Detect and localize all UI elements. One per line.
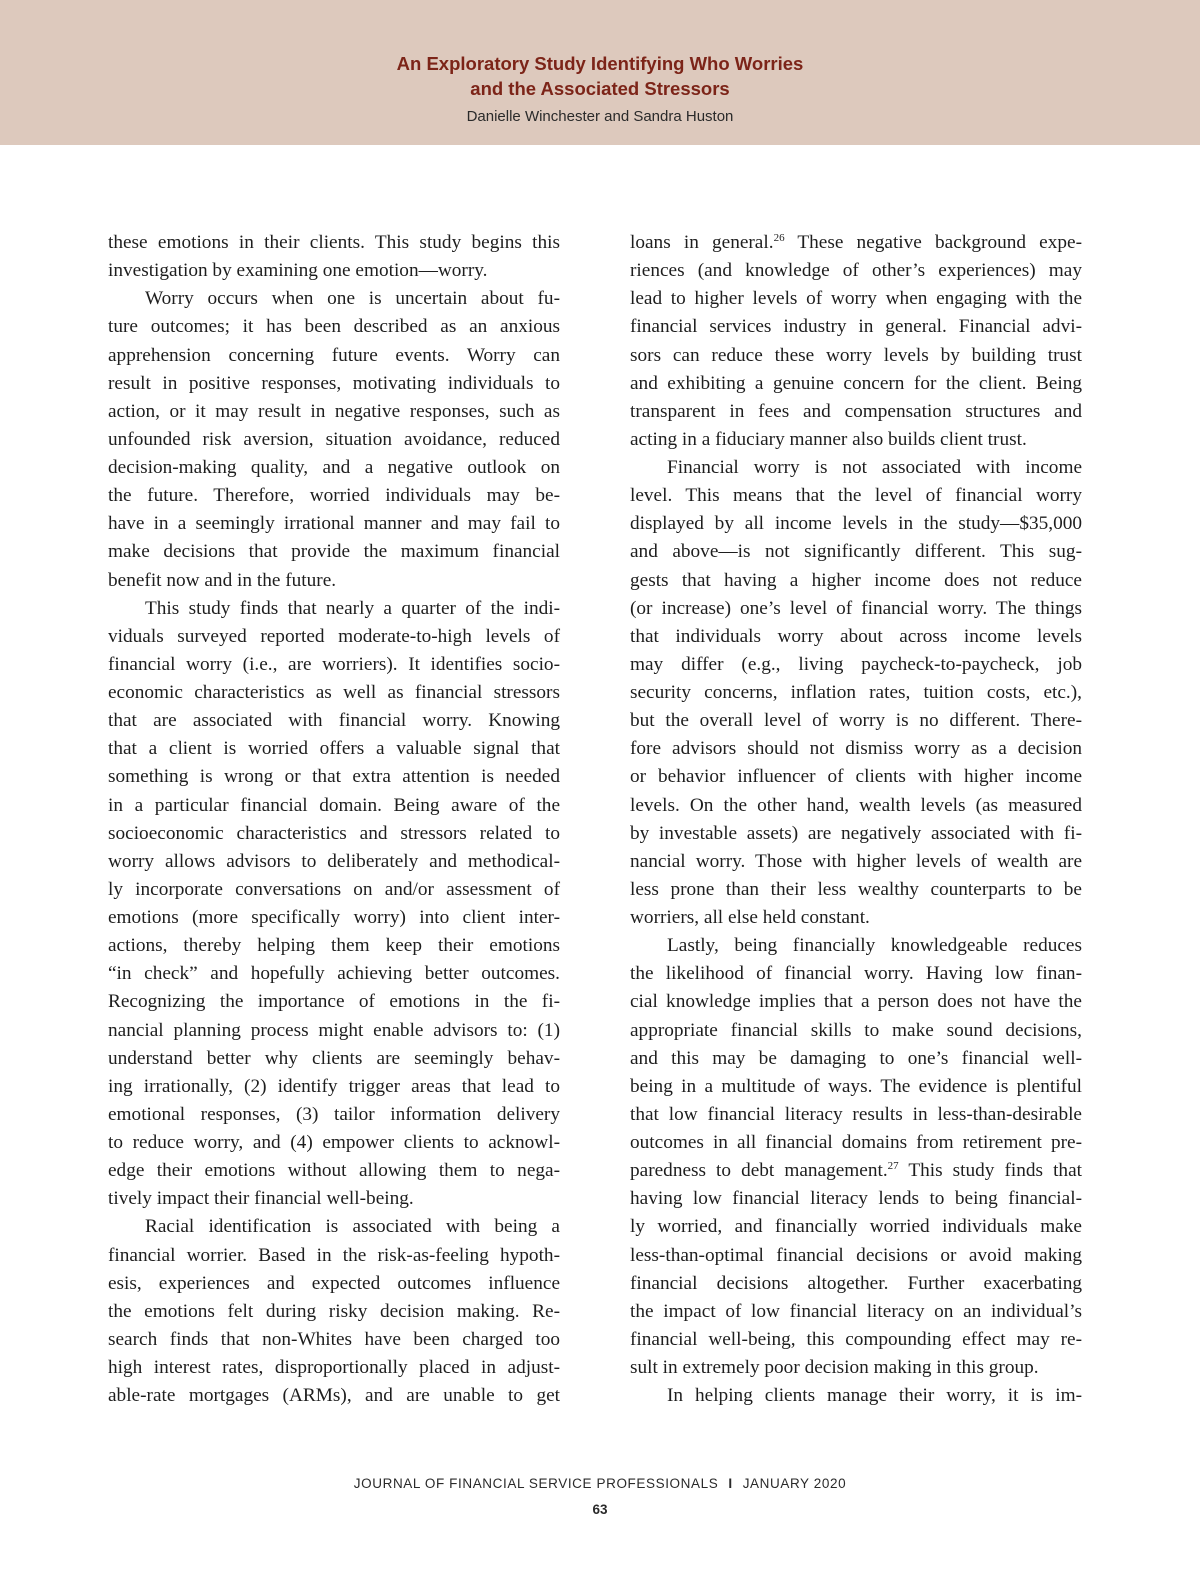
text-line: to reduce worry, and (4) empower clients to acknowl- (108, 1132, 560, 1153)
text-line: the emotions felt during risky decision making. Re- (108, 1300, 560, 1322)
text-line: appropriate financial skills to make sound decisions, (630, 1019, 1082, 1041)
text-line: that are associated with financial worry. Knowing (108, 710, 560, 732)
text-line: Recognizing the importance of emotions in the fi- (108, 991, 560, 1013)
text-line: security concerns, inflation rates, tuition costs, etc.), (630, 682, 1082, 703)
text-line: able-rate mortgages (ARMs), and are unable to get (108, 1385, 560, 1407)
footnote-reference: 27 (887, 1160, 899, 1173)
text-line: in a particular financial domain. Being aware of the (108, 794, 560, 816)
running-header-band (0, 0, 1200, 145)
text-line: decision-making quality, and a negative outlook on (108, 457, 560, 478)
text-line: displayed by all income levels in the study—$35,000 (630, 513, 1082, 535)
text-line: economic characteristics as well as financial stressors (108, 682, 560, 703)
text-line: worriers, all else held constant. (630, 907, 870, 928)
paragraph-start-line: This study finds that nearly a quarter of the indi- (145, 597, 560, 619)
text-line: nancial planning process might enable advisors to: (1) (108, 1019, 560, 1041)
text-fragment: paredness to debt management. (630, 1160, 888, 1182)
text-line: worry allows advisors to deliberately and methodical- (108, 850, 560, 872)
text-line: or behavior influencer of clients with higher income (630, 766, 1082, 788)
paragraph-start-line: Lastly, being financially knowledgeable reduces (667, 935, 1082, 957)
text-line: apprehension concerning future events. Worry can (108, 344, 560, 366)
text-line: financial services industry in general. Financial advi- (630, 316, 1082, 338)
text-line: riences (and knowledge of other’s experiences) may (630, 260, 1082, 282)
right-text-column (630, 229, 1082, 1410)
text-line: something is wrong or that extra attention is needed (108, 766, 560, 788)
text-fragment: loans in general. (630, 232, 774, 253)
text-line: understand better why clients are seemingly behav- (108, 1047, 560, 1069)
text-line: these emotions in their clients. This study begins this (108, 232, 560, 253)
left-text-column (108, 229, 560, 1410)
text-line: that a client is worried offers a valuable signal that (108, 738, 560, 760)
article-title-line-2: and the Associated Stressors (470, 78, 730, 99)
text-line (630, 229, 1082, 257)
text-line: gests that having a higher income does not reduce (630, 569, 1082, 591)
text-line: emotional responses, (3) tailor information delivery (108, 1103, 560, 1125)
text-line: sult in extremely poor decision making in this group. (630, 1357, 1039, 1378)
text-line: tively impact their financial well-being. (108, 1188, 414, 1210)
text-line: less-than-optimal financial decisions or avoid making (630, 1244, 1082, 1266)
text-line: ture outcomes; it has been described as an anxious (108, 316, 560, 338)
text-line: that individuals worry about across income levels (630, 625, 1082, 647)
text-line: that low financial literacy results in less-than-desirable (630, 1103, 1082, 1125)
footer-separator: I (728, 1476, 733, 1491)
text-line: have in a seemingly irrational manner and may fail to (108, 513, 560, 535)
text-line: being in a multitude of ways. The evidence is plentiful (630, 1075, 1082, 1097)
text-line: lead to higher levels of worry when engaging with the (630, 288, 1082, 310)
text-line: level. This means that the level of financial worry (630, 485, 1082, 507)
text-line: action, or it may result in negative responses, such as (108, 400, 560, 422)
text-line: investigation by examining one emotion—worry. (108, 260, 488, 282)
text-line: make decisions that provide the maximum financial (108, 541, 560, 563)
issue-date: JANUARY 2020 (742, 1476, 847, 1491)
footnote-reference: 26 (773, 232, 785, 244)
text-line: search finds that non-Whites have been charged too (108, 1328, 560, 1350)
text-line: fore advisors should not dismiss worry as a decision (630, 738, 1082, 760)
text-line: emotions (more specifically worry) into client inter- (108, 907, 560, 928)
text-fragment: These negative background expe- (784, 232, 1082, 253)
text-line: ing irrationally, (2) identify trigger areas that lead to (108, 1075, 560, 1097)
text-line: acting in a fiduciary manner also builds client trust. (630, 428, 1027, 450)
text-line: result in positive responses, motivating individuals to (108, 372, 560, 394)
text-line: sors can reduce these worry levels by building trust (630, 344, 1082, 366)
text-line: and exhibiting a genuine concern for the client. Being (630, 372, 1082, 394)
text-line: “in check” and hopefully achieving better outcomes. (108, 963, 560, 985)
text-line: actions, thereby helping them keep their emotions (108, 935, 560, 957)
text-line: but the overall level of worry is no different. There- (630, 710, 1082, 732)
text-line: and above—is not significantly different. This sug- (630, 541, 1082, 563)
text-line: may differ (e.g., living paycheck-to-paycheck, job (630, 653, 1082, 675)
text-line: financial worry (i.e., are worriers). It identifies socio- (108, 653, 560, 675)
text-line: and this may be damaging to one’s financial well- (630, 1047, 1082, 1069)
text-line: having low financial literacy lends to being financial- (630, 1188, 1082, 1210)
article-title-line-1: An Exploratory Study Identifying Who Worries (396, 53, 804, 74)
paragraph-start-line: In helping clients manage their worry, it is im- (667, 1385, 1082, 1407)
text-line: cial knowledge implies that a person does not have the (630, 991, 1082, 1013)
text-line: high interest rates, disproportionally placed in adjust- (108, 1357, 560, 1378)
paragraph-start-line: Worry occurs when one is uncertain about fu- (145, 288, 560, 310)
text-line: the likelihood of financial worry. Having low finan- (630, 963, 1082, 985)
text-line: edge their emotions without allowing them to nega- (108, 1160, 560, 1182)
text-line: transparent in fees and compensation structures and (630, 400, 1082, 422)
text-line: the impact of low financial literacy on an individual’s (630, 1300, 1082, 1322)
paragraph-start-line: Financial worry is not associated with income (667, 457, 1082, 478)
paragraph-start-line: Racial identification is associated with being a (145, 1216, 560, 1238)
text-line: ly worried, and financially worried individuals make (630, 1216, 1082, 1238)
journal-footer (0, 1474, 1200, 1494)
text-line: less prone than their less wealthy counterparts to be (630, 878, 1082, 900)
text-line: viduals surveyed reported moderate-to-high levels of (108, 625, 560, 647)
text-line: by investable assets) are negatively associated with fi- (630, 822, 1082, 844)
text-line: benefit now and in the future. (108, 569, 337, 591)
text-line: levels. On the other hand, wealth levels (as measured (630, 794, 1082, 816)
text-line: unfounded risk aversion, situation avoidance, reduced (108, 428, 560, 450)
text-line: ly incorporate conversations on and/or assessment of (108, 878, 560, 900)
text-line: financial well-being, this compounding effect may re- (630, 1328, 1082, 1350)
text-line: financial worrier. Based in the risk-as-feeling hypoth- (108, 1244, 560, 1266)
page-number: 63 (592, 1502, 608, 1517)
text-line: the future. Therefore, worried individuals may be- (108, 485, 560, 507)
text-line: (or increase) one’s level of financial worry. The things (630, 597, 1082, 619)
article-authors: Danielle Winchester and Sandra Huston (466, 108, 734, 125)
text-fragment: This study finds that (898, 1160, 1082, 1182)
journal-name: JOURNAL OF FINANCIAL SERVICE PROFESSIONALS (353, 1476, 719, 1491)
text-line: socioeconomic characteristics and stressors related to (108, 822, 560, 844)
text-line: financial decisions altogether. Further exacerbating (630, 1272, 1082, 1294)
text-line: nancial worry. Those with higher levels of wealth are (630, 850, 1082, 872)
text-line: outcomes in all financial domains from retirement pre- (630, 1132, 1082, 1153)
text-line: esis, experiences and expected outcomes influence (108, 1272, 560, 1294)
text-line (630, 1157, 1082, 1185)
